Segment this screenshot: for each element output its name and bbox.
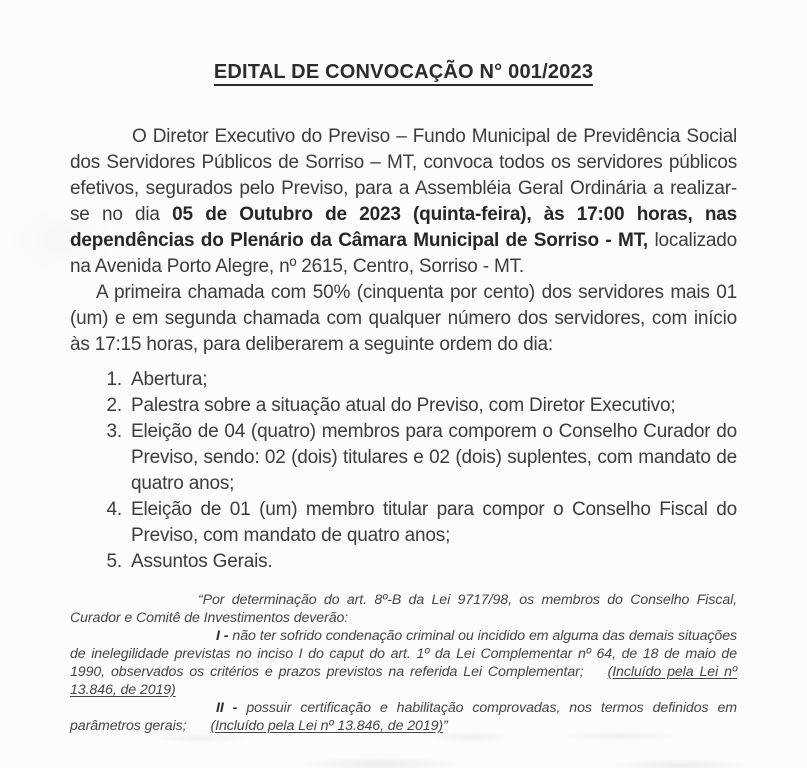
footnote-item-1-numeral: I -	[216, 628, 229, 644]
meeting-datetime-location-bold: 05 de Outubro de 2023 (quinta-feira), às 17:00 horas, nas dependências do Plenário da Câmara Municipal de Sorriso - MT,	[70, 204, 737, 251]
convocation-text: O Diretor Executivo do Previso – Fundo Municipal de Previdência Social dos Servidores Públicos de Sorriso – MT, convoca todos os servidores públicos efetivos, segurados pelo Previso, para a Assembléia Geral Ordinária a realizar-se no dia	[70, 126, 737, 225]
address-text: localizado na Avenida Porto Alegre, nº 2615, Centro, Sorriso - MT.	[70, 230, 738, 277]
footnote-item-2	[70, 699, 737, 735]
agenda-item-text: Eleição de 01 (um) membro titular para compor o Conselho Fiscal do Previso, com mandato de quatro anos;	[131, 499, 737, 546]
opening-paragraph	[70, 124, 737, 280]
agenda-item	[127, 419, 737, 497]
agenda-item	[127, 497, 737, 549]
agenda-item-text: Eleição de 04 (quatro) membros para comporem o Conselho Curador do Previso, sendo: 02 (dois) titulares e 02 (dois) suplentes, com mandato de quatro anos;	[131, 421, 737, 494]
document-title	[70, 60, 737, 84]
footnote-item-1-text: não ter sofrido condenação criminal ou incidido em alguma das demais situações de inelegilidade previstas no inciso I do caput do art. 1º da Lei Complementar nº 64, de 18 de maio de 1990, observados os critérios e prazos previstos na referida Lei Complementar;	[70, 628, 737, 680]
agenda-item-text: Abertura;	[131, 369, 208, 390]
footnote-intro: “Por determinação do art. 8º-B da Lei 9717/98, os membros do Conselho Fiscal, Curador e Comitê de Investimentos deverão:	[70, 592, 737, 626]
agenda-item	[127, 549, 737, 575]
agenda-item-text: Assuntos Gerais.	[131, 551, 273, 572]
agenda-item-text: Palestra sobre a situação atual do Previso, com Diretor Executivo;	[131, 395, 676, 416]
law-reference-link: (Incluído pela Lei nº 13.846, de 2019)	[210, 718, 443, 734]
closing-quote: ”	[442, 718, 448, 734]
agenda-item	[127, 367, 737, 393]
document-title-text: EDITAL DE CONVOCAÇÃO N° 001/2023	[214, 61, 593, 86]
agenda-list	[70, 367, 737, 575]
quorum-paragraph: A primeira chamada com 50% (cinquenta por cento) dos servidores mais 01 (um) e em segunda chamada com qualquer número dos servidores, com início às 17:15 horas, para deliberarem a seguinte ordem do dia:	[70, 282, 737, 355]
agenda-item	[127, 393, 737, 419]
footnote-item-2-text: possuir certificação e habilitação comprovadas, nos termos definidos em parâmetros gerais;	[70, 700, 738, 734]
footnote-item-2-numeral: II -	[216, 700, 238, 716]
footnote-item-1	[70, 627, 737, 699]
legal-footnote	[70, 591, 737, 735]
law-reference-link: (Incluído pela Lei nº 13.846, de 2019)	[70, 664, 737, 698]
